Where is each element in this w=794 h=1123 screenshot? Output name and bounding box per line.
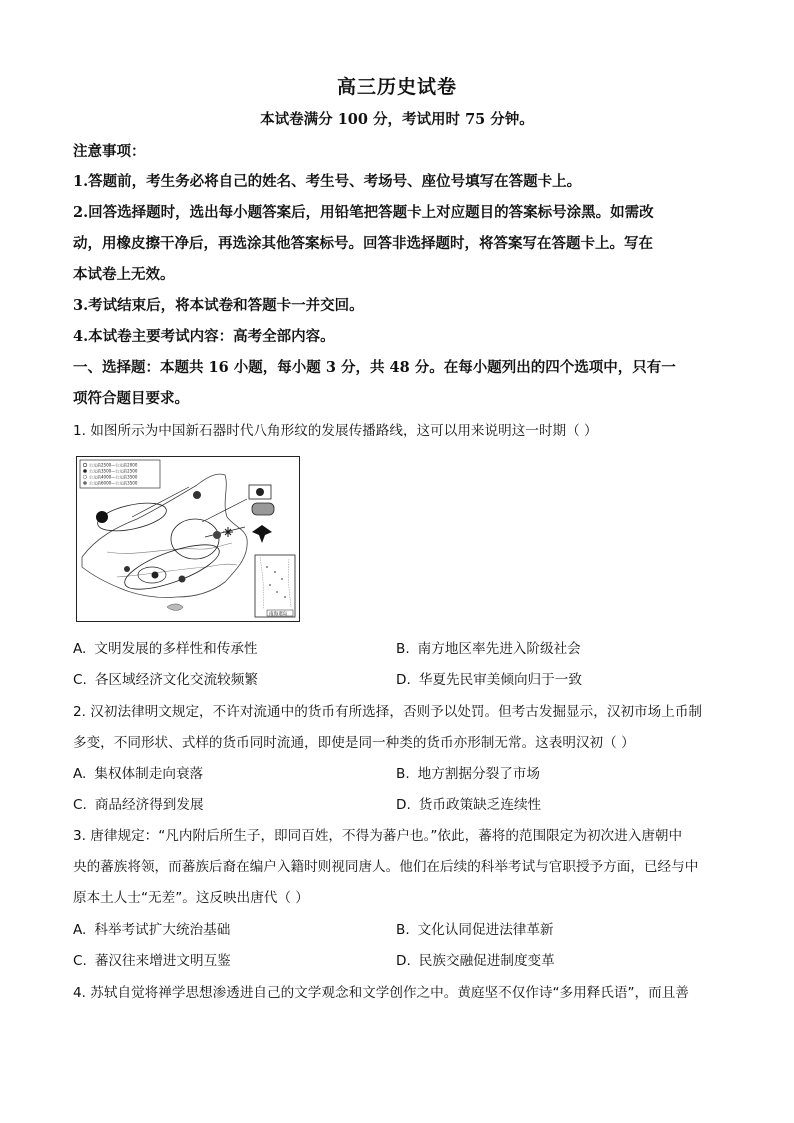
legend-marker-2 xyxy=(83,469,87,473)
option-text: 南方地区率先进入阶级社会 xyxy=(417,641,581,657)
artifact-marker xyxy=(96,511,108,523)
q3-option-b[interactable] xyxy=(396,920,554,940)
q1-stem: 1. 如图所示为中国新石器时代八角形纹的发展传播路线，这可以用来说明这一时期（ ） xyxy=(73,423,598,439)
option-letter: C. xyxy=(73,672,87,688)
spread-arrow xyxy=(202,499,247,522)
option-text: 地方割据分裂了市场 xyxy=(417,766,540,782)
inset-island xyxy=(274,571,276,573)
map-island xyxy=(167,604,183,610)
note-2-line-3: 本试卷上无效。 xyxy=(73,266,175,283)
option-text: 科举考试扩大统治基础 xyxy=(94,922,231,938)
notes-heading: 注意事项： xyxy=(73,143,146,160)
q2-option-a[interactable] xyxy=(73,764,203,784)
option-text: 文化认同促进法律革新 xyxy=(417,922,554,938)
section-heading-line-1: 一、选择题：本题共 16 小题，每小题 3 分，共 48 分。在每小题列出的四个选项中，只有一 xyxy=(73,359,676,376)
map-river xyxy=(117,564,237,577)
note-2-line-1: 2.回答选择题时，选出每小题答案后，用铅笔把答题卡上对应题目的答案标号涂黑。如需改 xyxy=(73,204,654,221)
q2-option-d[interactable] xyxy=(396,795,541,815)
option-letter: A. xyxy=(73,641,87,657)
note-3: 3.考试结束后，将本试卷和答题卡一并交回。 xyxy=(73,297,364,314)
inset-island xyxy=(269,584,271,586)
artifact-marker xyxy=(213,531,221,539)
section-heading-line-2: 项符合题目要求。 xyxy=(73,390,189,407)
q3-stem-line-1: 3. 唐律规定：“凡内附后所生子，即同百姓，不得为蕃户也。”依此，蕃将的范围限定为初次进入唐朝中 xyxy=(73,828,683,844)
note-1: 1.答题前，考生务必将自己的姓名、考生号、考场号、座位号填写在答题卡上。 xyxy=(73,173,582,190)
q3-option-d[interactable] xyxy=(396,951,555,971)
q3-option-a[interactable] xyxy=(73,920,230,940)
q1-option-c[interactable] xyxy=(73,670,258,690)
artifact-marker xyxy=(179,576,186,583)
q1-map-figure xyxy=(76,456,300,622)
artifact-marker xyxy=(124,566,130,572)
option-text: 文明发展的多样性和传承性 xyxy=(94,641,258,657)
option-letter: B. xyxy=(396,766,410,782)
octagram-glyph xyxy=(223,527,233,537)
option-letter: B. xyxy=(396,922,410,938)
option-text: 商品经济得到发展 xyxy=(94,797,204,813)
option-text: 华夏先民审美倾向归于一致 xyxy=(418,672,582,688)
artifact-marker xyxy=(152,572,159,579)
map-legend-item: 公元前6000—公元前3500 xyxy=(89,480,138,486)
q1-map-svg xyxy=(77,457,299,621)
option-text: 各区域经济文化交流较频繁 xyxy=(94,672,258,688)
option-text: 货币政策缺乏连续性 xyxy=(418,797,542,813)
option-letter: C. xyxy=(73,953,87,969)
map-inset xyxy=(255,555,295,617)
q1-option-a[interactable] xyxy=(73,639,258,659)
note-4: 4.本试卷主要考试内容：高考全部内容。 xyxy=(73,328,335,345)
q2-stem-line-2: 多变，不同形状、式样的货币同时流通，即使是同一种类的货币亦形制无常。这表明汉初（ ） xyxy=(73,735,635,751)
q1-option-b[interactable] xyxy=(396,639,581,659)
q1-option-d[interactable] xyxy=(396,670,582,690)
inset-island xyxy=(281,578,283,580)
option-letter: D. xyxy=(396,797,411,813)
q3-stem-line-3: 原本土人士“无差”。这反映出唐代（ ） xyxy=(73,890,309,906)
inset-label: 南海诸岛 xyxy=(269,612,288,617)
map-legend-item: 公元前2500—公元前2000 xyxy=(89,462,138,468)
q2-option-c[interactable] xyxy=(73,795,204,815)
inset-island xyxy=(276,591,278,593)
option-letter: C. xyxy=(73,797,87,813)
option-letter: B. xyxy=(396,641,410,657)
legend-marker-4 xyxy=(83,481,87,485)
spread-route xyxy=(171,519,219,559)
q3-stem-line-2: 央的蕃族将领，而蕃族后裔在编户入籍时则视同唐人。他们在后续的科举考试与官职授予方面，已经与中 xyxy=(73,859,699,875)
option-text: 民族交融促进制度变革 xyxy=(418,953,555,969)
option-letter: A. xyxy=(73,922,87,938)
q3-option-c[interactable] xyxy=(73,951,231,971)
artifact-image xyxy=(252,503,274,515)
option-text: 蕃汉往来增进文明互鉴 xyxy=(94,953,231,969)
inset-island xyxy=(266,566,268,568)
exam-title: 高三历史试卷 xyxy=(336,76,457,98)
artifact-image-detail xyxy=(256,488,264,496)
option-text: 集权体制走向衰落 xyxy=(94,766,204,782)
q4-stem-line-1: 4. 苏轼自觉将禅学思想渗透进自己的文学观念和文学创作之中。黄庭坚不仅作诗“多用释氏语”，而且善 xyxy=(73,985,689,1001)
q2-option-b[interactable] xyxy=(396,764,540,784)
option-letter: D. xyxy=(396,953,411,969)
spread-arrow xyxy=(132,487,189,517)
note-2-line-2: 动，用橡皮擦干净后，再选涂其他答案标号。回答非选择题时，将答案写在答题卡上。写在 xyxy=(73,235,653,252)
map-legend-item: 公元前4000—公元前3500 xyxy=(89,474,138,480)
map-legend-item: 公元前3500—公元前2500 xyxy=(89,468,138,474)
inset-island xyxy=(284,596,286,598)
option-letter: D. xyxy=(396,672,411,688)
q2-stem-line-1: 2. 汉初法律明文规定，不许对流通中的货币有所选择，否则予以处罚。但考古发掘显示，汉初市场上币制 xyxy=(73,704,703,720)
artifact-marker xyxy=(193,491,201,499)
option-letter: A. xyxy=(73,766,87,782)
exam-subtitle: 本试卷满分 100 分，考试用时 75 分钟。 xyxy=(260,111,534,128)
artifact-image xyxy=(252,525,272,543)
